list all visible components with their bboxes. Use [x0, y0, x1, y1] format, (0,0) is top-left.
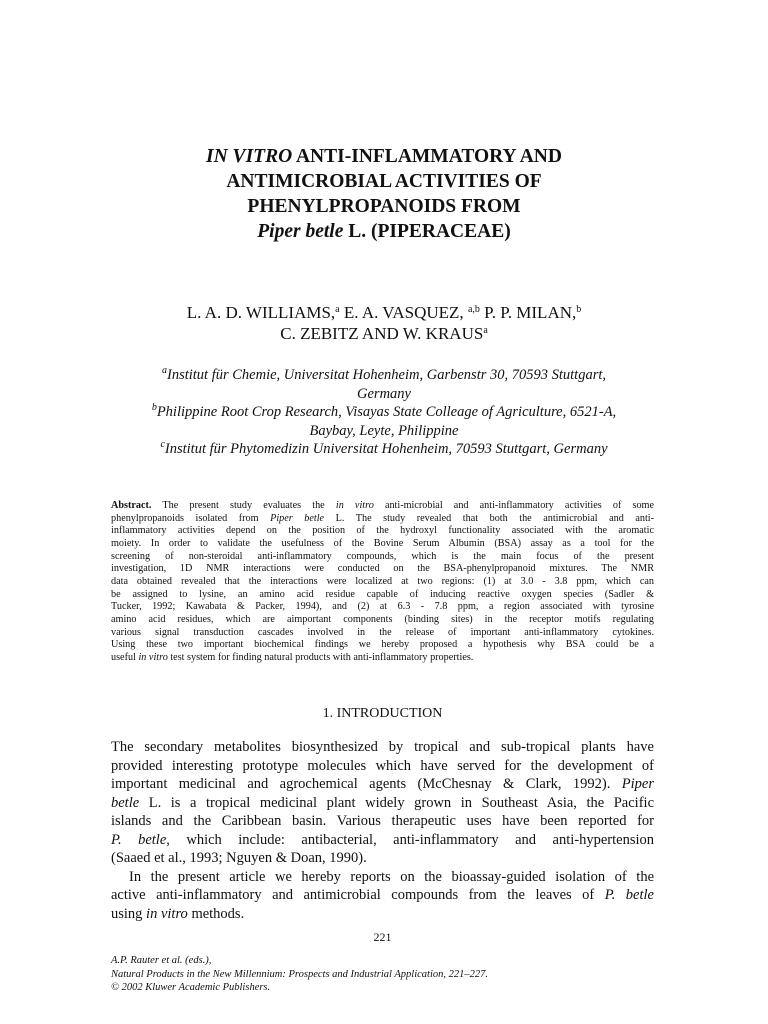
abstract-line: inflammatory activities depend on the position of the hydroxyl functionality associated with the aromatic — [111, 525, 654, 537]
body-line: betle L. is a tropical medicinal plant widely grown in Southeast Asia, the Pacific — [111, 794, 654, 811]
affiliation-b: $^b$Philippine Root Crop Research, Visayas State Colleage of Agriculture, 6521-A, — [151, 402, 617, 421]
abstract-line: various signal transduction cascades involved in the release of important anti-inflammatory cytokines. — [111, 626, 654, 638]
title-line-4: Piper betle L. (PIPERACEAE) — [257, 221, 511, 242]
body-line: important medicinal and agrochemical agents (McChesnay & Clark, 1992). Piper — [111, 776, 654, 792]
author-line-1: L. A. D. WILLIAMS,$^a$ E. A. VASQUEZ, $^{a,b}$ P. P. MILAN,$^b$ — [186, 303, 582, 322]
page-number: 221 — [373, 930, 392, 944]
abstract-line: Using these two important biochemical findings we hereby proposed a hypothesis why BSA could be a — [111, 639, 654, 651]
body-line: using in vitro methods. — [111, 905, 245, 922]
abstract-line: phenylpropanoids isolated from Piper betle L. The study revealed that both the antimicrobial and anti- — [111, 512, 654, 524]
body-line: The secondary metabolites biosynthesized by tropical and sub-tropical plants have — [111, 739, 654, 755]
body-line: provided interesting prototype molecules which have served for the development of — [111, 757, 654, 774]
affiliations — [80, 366, 688, 459]
abstract-line: data obtained revealed that the interactions were localized at two regions: (1) at 3.0 - 3.8 ppm, which can — [111, 575, 654, 587]
author-line-2: C. ZEBITZ AND W. KRAUS$^a$ — [280, 324, 488, 343]
affiliation-a-cont: Germany — [357, 385, 411, 402]
title-line-2: ANTIMICROBIAL ACTIVITIES OF — [226, 171, 542, 192]
abstract-line: amino acid residues, which are aimportant components (binding sites) in the receptor motifs regulating — [111, 613, 654, 625]
abstract-line: useful in vitro test system for finding natural products with anti-inflammatory properties. — [111, 651, 474, 663]
section-heading-introduction: 1. INTRODUCTION — [322, 706, 443, 721]
title-line-1: IN VITRO ANTI-INFLAMMATORY AND — [206, 146, 562, 167]
body-line: islands and the Caribbean basin. Various therapeutic uses have been reported for — [111, 813, 654, 829]
abstract-line: be assigned to lysine, an amino acid residue capable of inducing reactive oxygen species (Sadler & — [111, 588, 654, 600]
abstract-line: investigation, 1D NMR interactions were conducted on the BSA-phenylpropanoid mixtures. The NMR — [111, 563, 654, 575]
body-line: In the present article we hereby reports on the bioassay-guided isolation of the — [129, 868, 654, 885]
body-line: active anti-inflammatory and antimicrobial compounds from the leaves of P. betle — [111, 887, 654, 903]
introduction-text — [111, 738, 654, 923]
abstract-label: Abstract. — [111, 500, 152, 511]
paper-title — [120, 144, 648, 244]
body-line: (Saaed et al., 1993; Nguyen & Doan, 1990). — [111, 850, 367, 866]
affiliation-c: $^c$Institut für Phytomedizin Universitat Hohenheim, 70593 Stuttgart, Germany — [160, 439, 608, 458]
abstract-line: Abstract. The present study evaluates the in vitro anti-microbial and anti-inflammatory activities of some — [111, 500, 654, 511]
title-line-3: PHENYLPROPANOIDS FROM — [247, 196, 521, 217]
footer-line: Natural Products in the New Millennium: Prospects and Industrial Application, 221–227. — [111, 968, 489, 980]
affiliation-b-cont: Baybay, Leyte, Philippine — [309, 422, 459, 439]
body-line: P. betle, which include: antibacterial, anti-inflammatory and anti-hypertension — [111, 831, 654, 848]
citation-footer — [111, 954, 488, 995]
footer-line: © 2002 Kluwer Academic Publishers. — [111, 982, 271, 994]
abstract-line: screening of non-steroidal anti-inflammatory compounds, which is the main focus of the present — [111, 550, 654, 562]
affiliation-a: $^a$Institut für Chemie, Universitat Hohenheim, Garbenstr 30, 70593 Stuttgart, — [161, 365, 606, 383]
author-list — [90, 302, 678, 344]
abstract — [111, 500, 654, 665]
abstract-line: moiety. In order to validate the usefulness of the Bovine Serum Albumin (BSA) assay as a tool for the — [111, 537, 654, 549]
footer-line: A.P. Rauter et al. (eds.), — [111, 955, 212, 966]
abstract-line: Tucker, 1992; Kawabata & Packer, 1994), and (2) at 6.3 - 7.8 ppm, a region associated with tyrosine — [111, 601, 654, 613]
